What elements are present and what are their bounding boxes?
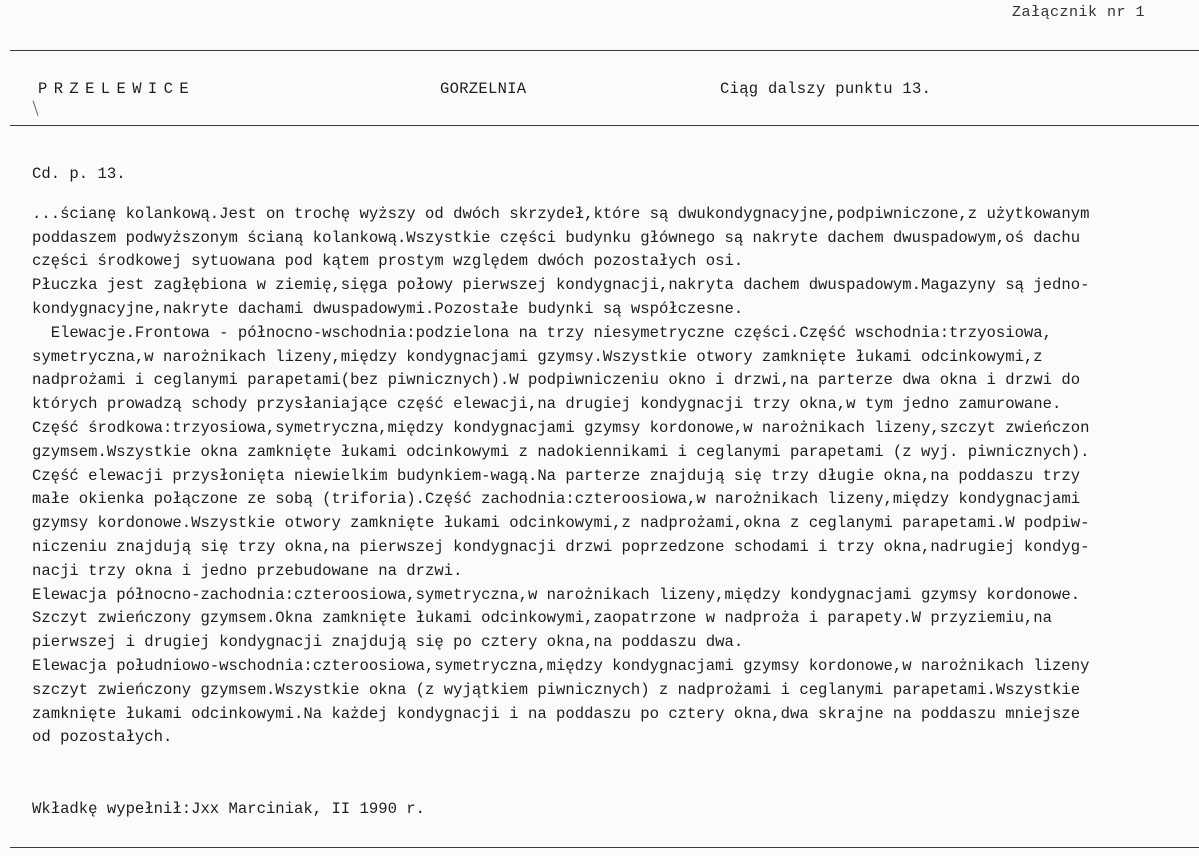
text-line: gzymsy kordonowe.Wszystkie otwory zamknięte łukami odcinkowymi,z nadprożami,okna z ceglanymi parapetami.W podpiw- bbox=[32, 514, 1090, 533]
text-line: nacji trzy okna i jedno przebudowane na drzwi. bbox=[32, 561, 463, 580]
text-line: Szczyt zwieńczony gzymsem.Okna zamknięte łukami odcinkowymi,zaopatrzone w nadproża i parapety.W przyziemiu,na bbox=[32, 609, 1052, 628]
text-line: których prowadzą schody przysłaniające część elewacji,na drugiej kondygnacji trzy okna,w tym jedno zamurowane. bbox=[32, 395, 1062, 414]
text-line: pierwszej i drugiej kondygnacji znajdują się po cztery okna,na poddaszu dwa. bbox=[32, 633, 744, 652]
text-line: poddaszem podwyższonym ścianą kolankową.Wszystkie części budynku głównego są nakryte dachem dwuspadowym,oś dachu bbox=[32, 228, 1081, 247]
text-line: Część środkowa:trzyosiowa,symetryczna,między kondygnacjami gzymsy kordonowe,w narożnikach lizeny,szczyt zwieńczon bbox=[32, 418, 1090, 437]
section-reference: Cd. p. 13. bbox=[32, 165, 126, 183]
place-name: PRZELEWICE bbox=[38, 80, 196, 98]
text-line: Część elewacji przysłonięta niewielkim budynkiem-wagą.Na parterze znajdują się trzy długie okna,na poddaszu trzy bbox=[32, 466, 1081, 485]
text-line: ...ścianę kolankową.Jest on trochę wyższy od dwóch skrzydeł,które są dwukondygnacyjne,podpiwniczone,z użytkowanym bbox=[32, 204, 1090, 223]
header-rule bbox=[10, 125, 1199, 126]
text-line: symetryczna,w narożnikach lizeny,między kondygnacjami gzymsy.Wszystkie otwory zamknięte łukami odcinkowymi,z bbox=[32, 347, 1043, 366]
text-line: Elewacje.Frontowa - północno-wschodnia:podzielona na trzy niesymetryczne części.Część wschodnia:trzyosiowa, bbox=[32, 323, 1052, 342]
attachment-number: Załącznik nr 1 bbox=[1012, 4, 1146, 21]
text-line: Elewacja południowo-wschodnia:czteroosiowa,symetryczna,między kondygnacjami gzymsy kordonowe,w narożnikach lizeny bbox=[32, 656, 1090, 675]
bottom-rule bbox=[10, 847, 1199, 848]
text-line: małe okienka połączone ze sobą (triforia).Część zachodnia:czteroosiowa,w narożnikach lizeny,między kondygnacjami bbox=[32, 490, 1081, 509]
text-line: Elewacja północno-zachodnia:czteroosiowa,symetryczna,w narożnikach lizeny,między kondygnacjami gzymsy kordonowe. bbox=[32, 585, 1081, 604]
spacer bbox=[32, 187, 1194, 203]
text-line: szczyt zwieńczony gzymsem.Wszystkie okna (z wyjątkiem piwnicznych) z nadprożami i ceglanymi parapetami.Wszystkie bbox=[32, 680, 1081, 699]
text-line: kondygnacyjne,nakryte dachami dwuspadowymi.Pozostałe budynki są współczesne. bbox=[32, 299, 744, 318]
continuation-note: Ciąg dalszy punktu 13. bbox=[720, 80, 932, 98]
body-text bbox=[32, 163, 1194, 750]
text-line: od pozostałych. bbox=[32, 728, 173, 747]
text-line: niczeniu znajdują się trzy okna,na pierwszej kondygnacji drzwi poprzedzone schodami i trzy okna,nadrugiej kondyg- bbox=[32, 537, 1090, 556]
pen-mark bbox=[33, 100, 40, 116]
top-rule bbox=[10, 50, 1199, 51]
signature-line: Wkładkę wypełnił:Jxx Marciniak, II 1990 r. bbox=[32, 800, 426, 818]
text-line: zamknięte łukami odcinkowymi.Na każdej kondygnacji i na poddaszu po cztery okna,dwa skrajne na poddaszu mniejsze bbox=[32, 704, 1081, 723]
text-line: Płuczka jest zagłębiona w ziemię,sięga połowy pierwszej kondygnacji,nakryta dachem dwuspadowym.Magazyny są jedno- bbox=[32, 276, 1090, 295]
object-name: GORZELNIA bbox=[440, 80, 527, 98]
text-line: gzymsem.Wszystkie okna zamknięte łukami odcinkowymi z nadokiennikami i ceglanymi parapetami (z wyj. piwnicznych). bbox=[32, 442, 1090, 461]
text-line: nadprożami i ceglanymi parapetami(bez piwnicznych).W podpiwniczeniu okno i drzwi,na parterze dwa okna i drzwi do bbox=[32, 371, 1081, 390]
text-line: części środkowej sytuowana pod kątem prostym względem dwóch pozostałych osi. bbox=[32, 252, 744, 271]
